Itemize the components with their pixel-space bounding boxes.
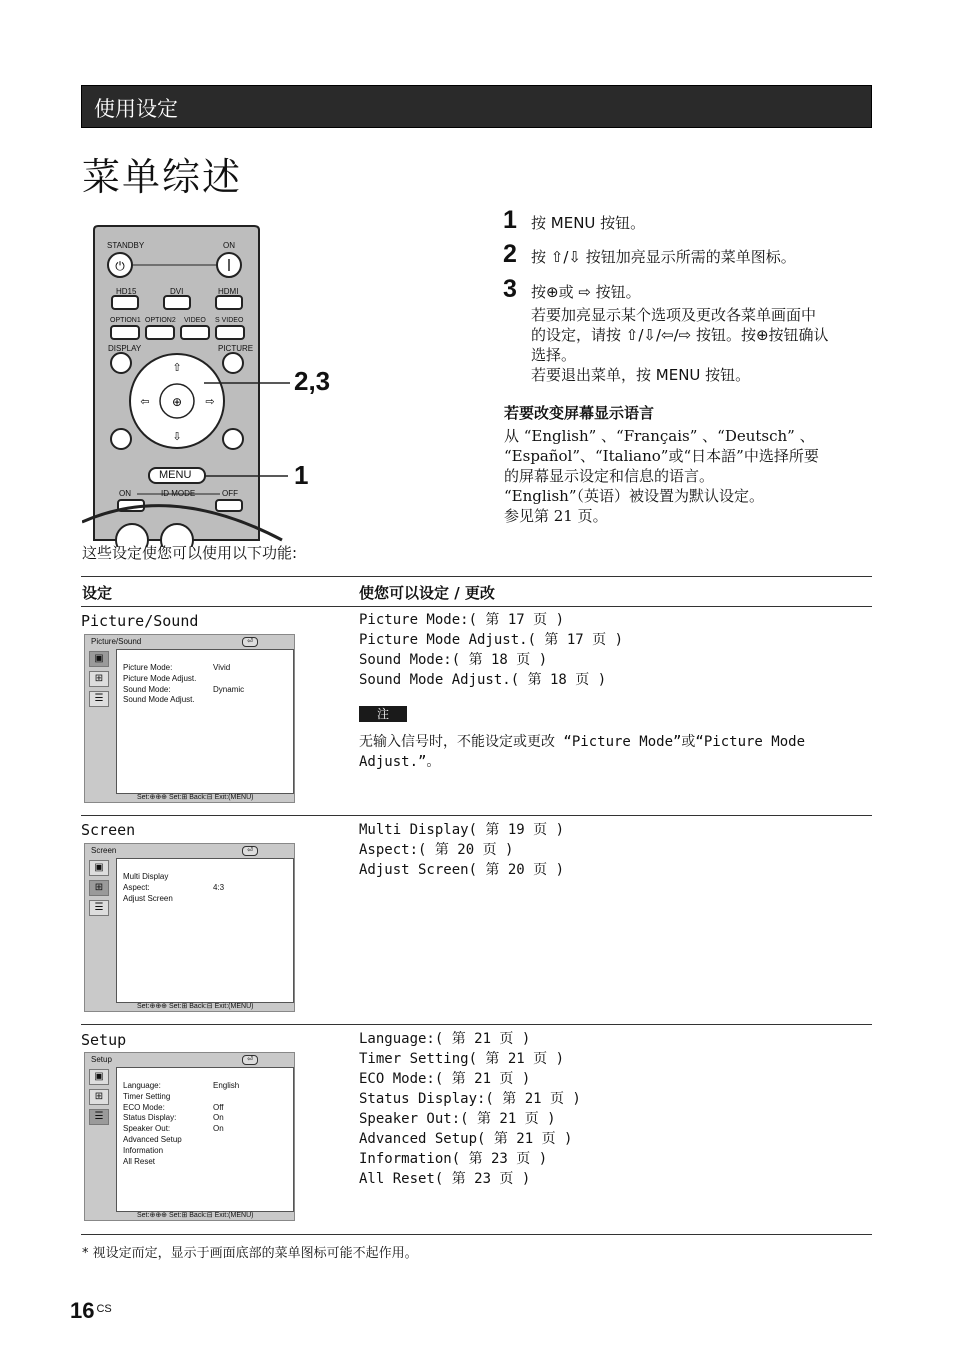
svg-text:⊕: ⊕	[171, 395, 183, 409]
setting-setup: Setup	[81, 1031, 127, 1049]
screen-title: Screen	[91, 846, 117, 855]
language-paragraph: 从 “English” 、“Français” 、“Deutsch” 、 “Español”、“Italiano”或“日本語”中选择所要 的屏幕显示设定和信息的语言。 “English”（英语）被设置为默认设定。 参见第 21 页。	[504, 427, 819, 525]
label-hdmi: HDMI	[218, 287, 239, 296]
label-video: VIDEO	[184, 317, 206, 324]
section-header-bar	[81, 85, 872, 128]
step-2-number: 2	[503, 240, 517, 268]
screen-menu-screen: Screen ⏎ ▣ ⊞ ☰ Multi Display Aspect: 4:3 Adjust Screen Set:⊕⊕⊕ Set:⊞ Back:⊟ Exit:(MENU)	[84, 843, 295, 1012]
label-display: DISPLAY	[108, 344, 142, 353]
step-1-number: 1	[503, 206, 517, 234]
screen-icon: ⊞	[89, 880, 109, 896]
label-option2: OPTION2	[145, 317, 176, 324]
callout-2-3: 2,3	[294, 366, 331, 396]
table-header-description: 使您可以设定 / 更改	[359, 584, 495, 602]
svg-text:⇨: ⇨	[205, 395, 215, 408]
screen-footer: Set:⊕⊕⊕ Set:⊞ Back:⊟ Exit:(MENU)	[137, 1212, 254, 1219]
table-header-setting: 设定	[82, 584, 113, 602]
step-1-text: 按 MENU 按钮。	[531, 214, 646, 232]
label-standby: STANDBY	[107, 241, 145, 250]
step-2-text: 按 ⇧/⇩ 按钮加亮显示所需的菜单图标。	[531, 248, 796, 266]
svg-text:⇦: ⇦	[140, 395, 150, 408]
return-icon: ⏎	[242, 637, 258, 647]
label-on: ON	[223, 241, 235, 250]
menu-button-label: MENU	[159, 469, 192, 481]
screen-icon: ⊞	[89, 671, 109, 687]
note-badge: 注	[359, 706, 407, 722]
footnote: * 视设定而定，显示于画面底部的菜单图标可能不起作用。	[82, 1246, 418, 1261]
setting-screen: Screen	[81, 821, 136, 839]
label-picture: PICTURE	[218, 344, 254, 353]
step-3-number: 3	[503, 275, 517, 303]
step-3-text: 按⊕或 ⇨ 按钮。	[531, 283, 641, 301]
callout-1: 1	[294, 460, 309, 490]
return-icon: ⏎	[242, 1055, 258, 1065]
svg-text:⇧: ⇧	[172, 361, 182, 374]
setup-icon: ☰	[89, 900, 109, 916]
table-header-rule	[81, 606, 872, 607]
label-on-bottom: ON	[119, 489, 131, 498]
picture-sound-note: 无输入信号时，不能设定或更改 “Picture Mode”或“Picture Mode Adjust.”。	[359, 734, 806, 770]
svg-text:⏻: ⏻	[115, 259, 125, 273]
label-dvi: DVI	[170, 287, 184, 296]
setup-items: Language:( 第 21 页 ) Timer Setting( 第 21 页 ) ECO Mode:( 第 21 页 ) Status Display:( 第 21 页 ) Speaker Out:( 第 21 页 ) Advanced Setup( 第 21 页 ) Information( 第 23 页 ) All Reset( 第 23 页 )	[359, 1031, 581, 1187]
picture-sound-icon: ▣	[89, 860, 109, 876]
setup-icon: ☰	[89, 1109, 109, 1125]
language-heading: 若要改变屏幕显示语言	[504, 404, 655, 422]
label-hd15: HD15	[116, 287, 137, 296]
setup-menu-screen: Setup ⏎ ▣ ⊞ ☰ Language: English Timer Setting ECO Mode: Off Status Display: On Speaker Out: On Advanced Setup Information All Reset Set:⊕⊕⊕ Set:⊞ Back:⊟ Exit:(MENU)	[84, 1052, 295, 1221]
label-option1: OPTION1	[110, 317, 141, 324]
page-number-value: 16	[70, 1298, 95, 1323]
label-off: OFF	[222, 489, 238, 498]
label-id-mode: ID MODE	[161, 489, 196, 498]
setup-icon: ☰	[89, 691, 109, 707]
row-rule	[81, 1024, 872, 1025]
row-rule	[81, 815, 872, 816]
screen-title: Picture/Sound	[91, 637, 142, 646]
screen-title: Setup	[91, 1055, 112, 1064]
page-title: 菜单综述	[82, 155, 243, 199]
section-header-text: 使用设定	[94, 97, 178, 121]
table-top-rule	[81, 576, 872, 577]
table-bottom-rule	[81, 1234, 872, 1235]
setting-picture-sound: Picture/Sound	[81, 612, 199, 630]
screen-footer: Set:⊕⊕⊕ Set:⊞ Back:⊟ Exit:(MENU)	[137, 1003, 254, 1010]
picture-sound-menu-screen: Picture/Sound ⏎ ▣ ⊞ ☰ Picture Mode: Vivid Picture Mode Adjust. Sound Mode: Dynamic Sound Mode Adjust. Set:⊕⊕⊕ Set:⊞ Back:⊟ Exit:(MENU)	[84, 634, 295, 803]
return-icon: ⏎	[242, 846, 258, 856]
screen-items: Multi Display( 第 19 页 ) Aspect:( 第 20 页 ) Adjust Screen( 第 20 页 )	[359, 822, 565, 878]
svg-text:⇩: ⇩	[172, 430, 182, 443]
page-number-suffix: CS	[96, 1303, 112, 1315]
intro-text: 这些设定使您可以使用以下功能:	[82, 544, 298, 562]
label-svideo: S VIDEO	[215, 317, 244, 324]
page-number	[70, 1298, 112, 1324]
picture-sound-icon: ▣	[89, 1069, 109, 1085]
screen-icon: ⊞	[89, 1089, 109, 1105]
picture-sound-items: Picture Mode:( 第 17 页 ) Picture Mode Adjust.( 第 17 页 ) Sound Mode:( 第 18 页 ) Sound Mode Adjust.( 第 18 页 )	[359, 612, 624, 688]
screen-footer: Set:⊕⊕⊕ Set:⊞ Back:⊟ Exit:(MENU)	[137, 794, 254, 801]
step-3-detail: 若要加亮显示某个选项及更改各菜单画面中 的设定，请按 ⇧/⇩/⇦/⇨ 按钮。按⊕按钮确认 选择。 若要退出菜单，按 MENU 按钮。	[531, 306, 829, 384]
picture-sound-icon: ▣	[89, 651, 109, 667]
